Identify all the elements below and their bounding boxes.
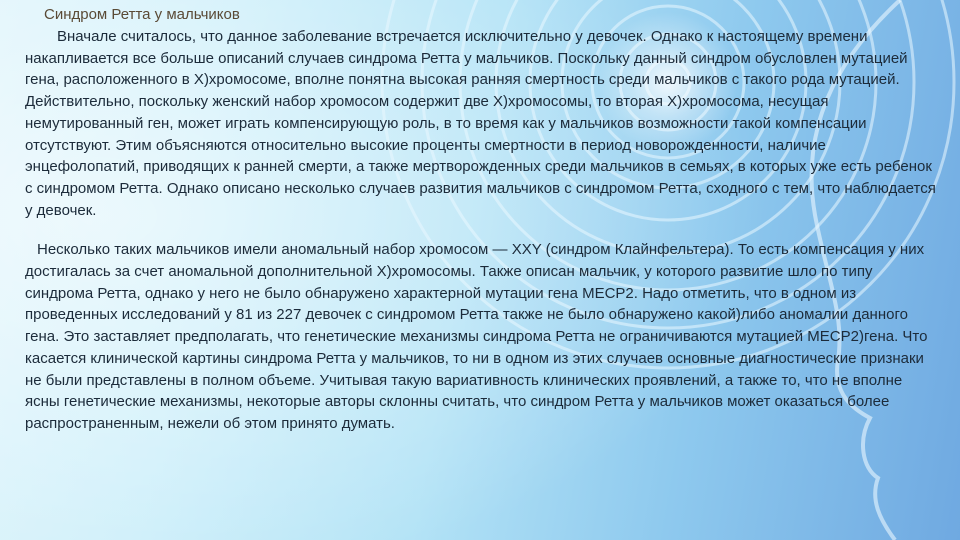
paragraph-1: Вначале считалось, что данное заболевание встречается исключительно у девочек. Однако к настоящему времени накапливается все больше описаний случаев синдрома Ретта у мальчиков. Поскольку данный синдром обусловлен мутацией гена, расположенного в X)хромосоме, вполне понятна высокая ранняя смертность среди мальчиков с такого рода мутацией. Действительно, поскольку женский набор хромосом содержит две X)хромосомы, то вторая X)хромосома, несущая немутированный ген, может играть компенсирующую роль, в то время как у мальчиков возможности такой компенсации отсутствуют. Этим объясняются относительно высокие проценты смертности в период новорожденности, наличие энцефолопатий, приводящих к ранней смерти, а также мертворожденных среди мальчиков в семьях, в которых уже есть ребенок с синдромом Ретта. Однако описано несколько случаев развития мальчиков с синдромом Ретта, сходного с тем, что наблюдается у девочек.	[25, 28, 936, 219]
slide-title: Синдром Ретта у мальчиков	[44, 6, 240, 23]
slide-body	[25, 26, 940, 435]
paragraph-2: Несколько таких мальчиков имели аномальный набор хромосом — XXY (синдром Клайнфельтера). То есть компенсация у них достигалась за счет аномальной дополнительной X)хромосомы. Также описан мальчик, у которого развитие шло по типу синдрома Ретта, однако у него не было обнаружено характерной мутации гена MECP2. Надо отметить, что в одном из проведенных исследований у 81 из 227 девочек с синдромом Ретта также не было обнаружено какой)либо аномалии данного гена. Это заставляет предполагать, что генетические механизмы синдрома Ретта не ограничиваются мутацией MECP2)гена. Что касается клинической картины синдрома Ретта у мальчиков, то ни в одном из этих случаев основные диагностические признаки не были представлены в полном объеме. Учитывая такую вариативность клинических проявлений, а также то, что не вполне ясны генетические механизмы, некоторые авторы склонны считать, что синдром Ретта у мальчиков может оказаться более распространенным, нежели об этом принято думать.	[25, 241, 928, 432]
